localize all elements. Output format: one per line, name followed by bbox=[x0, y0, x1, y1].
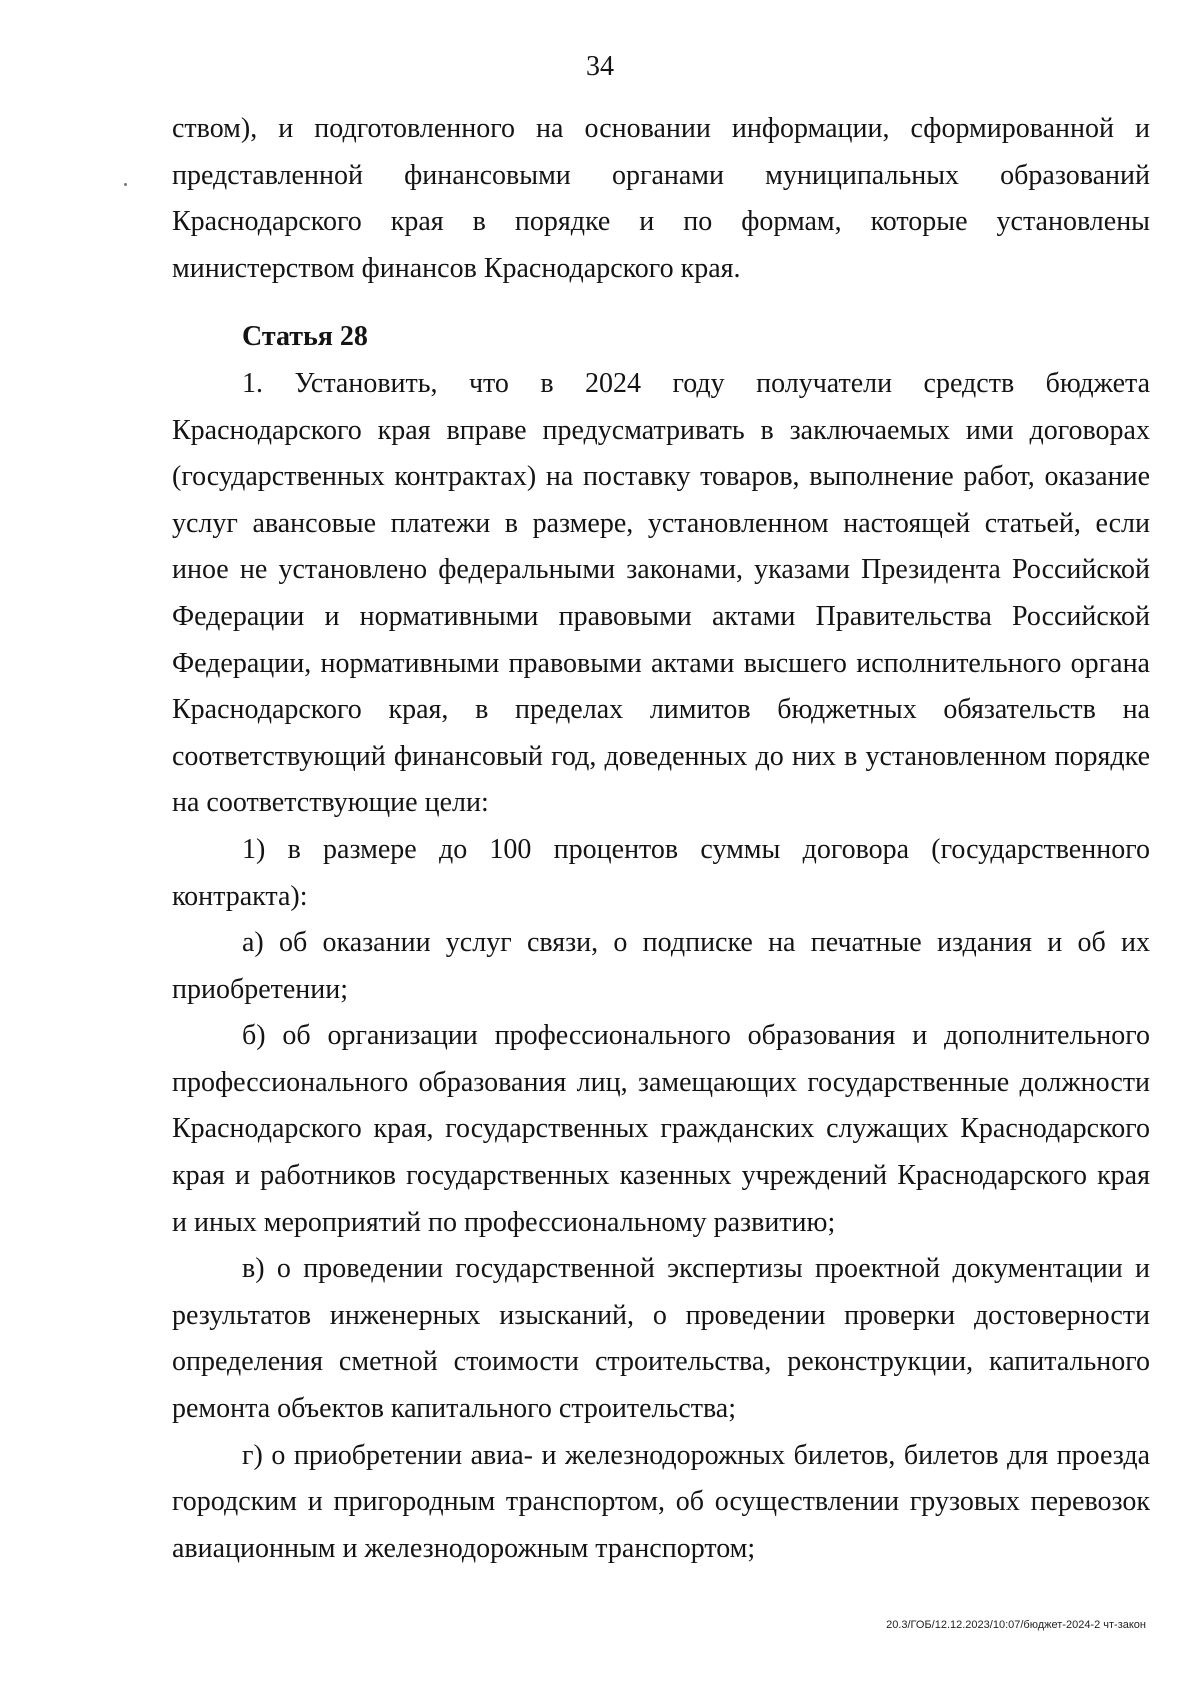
paragraph-item-v: в) о проведении государственной экспертизы проектной документации и результатов инженерных изысканий, о проведении проверки достоверности определения сметной стоимости строительства, реконструкции, капитального ремонта объектов капитального строительства; bbox=[172, 1253, 1150, 1425]
scan-artifact-dot bbox=[124, 183, 127, 186]
document-body bbox=[172, 106, 1150, 1572]
paragraph-item-b: б) об организации профессионального образования и дополнительного профессионального образования лиц, замещающих государственные должности Краснодарского края, государственных гражданских служащих Краснодарского края и работников государственных казенных учреждений Краснодарского края и иных мероприятий по профессиональному развитию; bbox=[172, 1020, 1150, 1238]
paragraph-subclause-1: 1) в размере до 100 процентов суммы договора (государственного контракта): bbox=[172, 833, 1150, 912]
page-number: 34 bbox=[586, 51, 614, 82]
continuation-paragraph: ством), и подготовленного на основании информации, сформированной и представленной финансовыми органами муниципальных образований Краснодарского края в порядке и по формам, которые установлены министерством финансов Краснодарского края. bbox=[172, 113, 1150, 284]
paragraph-item-a: а) об оказании услуг связи, о подписке на печатные издания и об их приобретении; bbox=[172, 927, 1150, 1005]
paragraph-item-g: г) о приобретении авиа- и железнодорожных билетов, билетов для проезда городским и пригородным транспортом, об осуществлении грузовых перевозок авиационным и железнодорожным транспортом; bbox=[172, 1439, 1150, 1564]
paragraph-clause-1: 1. Установить, что в 2024 году получатели средств бюджета Краснодарского края вправе предусматривать в заключаемых ими договорах (государственных контрактах) на поставку товаров, выполнение работ, оказание услуг авансовые платежи в размере, установленном настоящей статьей, если иное не установлено федеральными законами, указами Президента Российской Федерации и нормативными правовыми актами Правительства Российской Федерации, нормативными правовыми актами высшего исполнительного органа Краснодарского края, в пределах лимитов бюджетных обязательств на соответствующий финансовый год, доведенных до них в установленном порядке на соответствующие цели: bbox=[172, 367, 1150, 819]
document-footer-code: 20.3/ГОБ/12.12.2023/10:07/бюджет-2024-2 чт-закон bbox=[886, 1619, 1146, 1631]
article-title: Статья 28 bbox=[242, 321, 368, 353]
